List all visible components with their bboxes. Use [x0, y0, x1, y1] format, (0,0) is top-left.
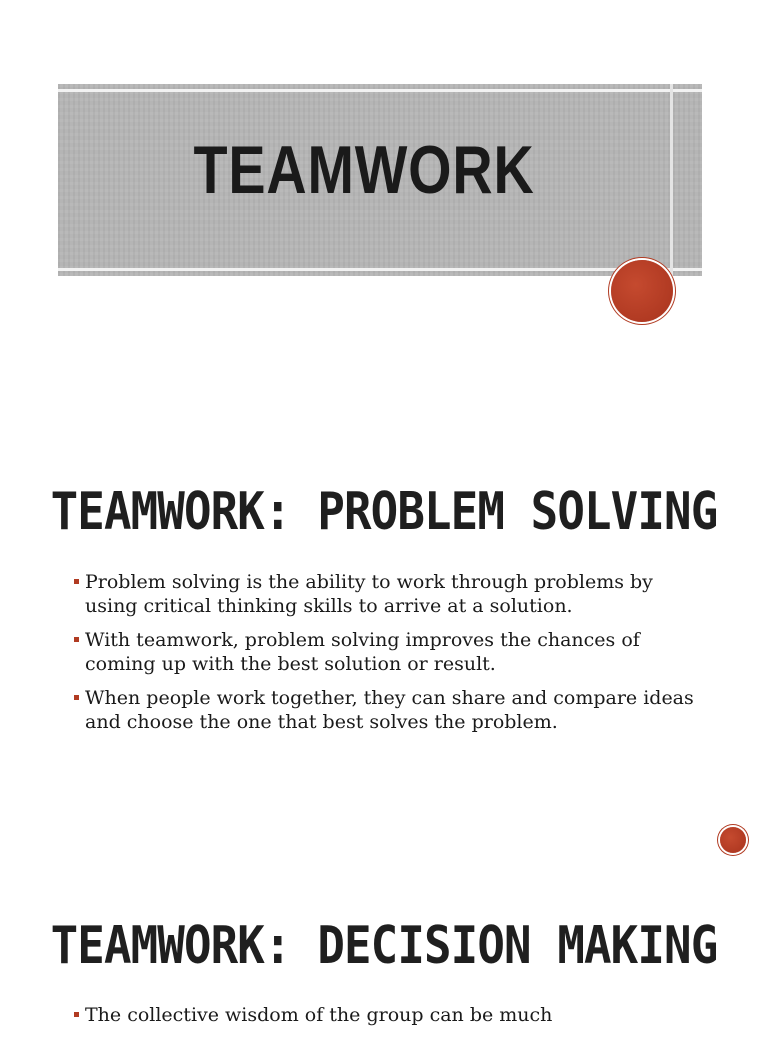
decorative-circle-small-icon: [720, 827, 746, 853]
banner-top-rule: [58, 89, 702, 92]
decision-making-heading: TEAMWORK: DECISION MAKING: [50, 916, 718, 976]
bullet-item: The collective wisdom of the group can be much: [74, 1003, 704, 1027]
banner-bottom-rule: [58, 268, 702, 271]
decision-making-bullets: [74, 1003, 704, 1037]
problem-solving-heading: TEAMWORK: PROBLEM SOLVING: [50, 482, 718, 542]
problem-solving-bullets: [74, 570, 704, 744]
title-banner: [58, 84, 702, 276]
slide-title: TEAMWORK: [193, 132, 535, 208]
banner-divider: [670, 84, 673, 276]
bullet-item: Problem solving is the ability to work through problems by using critical thinking skills to arrive at a solution.: [74, 570, 704, 618]
bullet-item: When people work together, they can share and compare ideas and choose the one that best solves the problem.: [74, 686, 704, 734]
decorative-circle-icon: [611, 260, 673, 322]
bullet-item: With teamwork, problem solving improves the chances of coming up with the best solution or result.: [74, 628, 704, 676]
